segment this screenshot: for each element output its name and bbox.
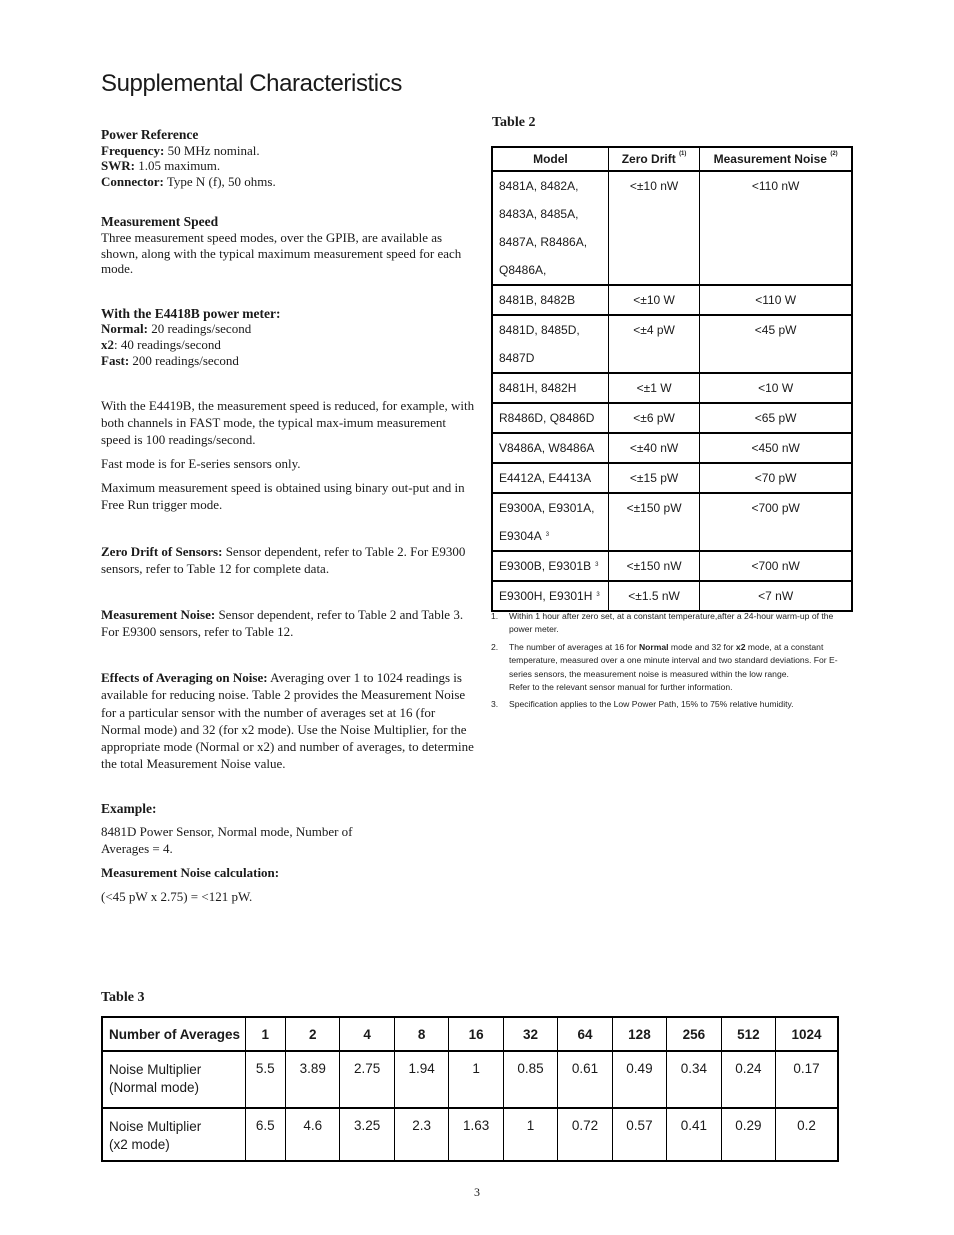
footnote-2 — [491, 641, 853, 695]
footnote-3 — [491, 698, 853, 711]
x2-speed-line — [101, 337, 476, 353]
model-cell — [492, 315, 608, 373]
model-cell — [492, 285, 608, 315]
multiplier-cell: 1.94 — [394, 1051, 448, 1108]
footnote-number: 2. — [491, 641, 499, 652]
frequency-value: 50 MHz nominal. — [164, 142, 260, 158]
row-label-line1: Noise Multiplier — [109, 1119, 202, 1134]
example-heading: Example: — [101, 801, 157, 817]
averaging-paragraph — [101, 669, 476, 772]
table3-header-count: 2 — [286, 1017, 340, 1051]
model-line: E9300B, E9301B — [499, 559, 592, 573]
x2-value: : 40 readings/second — [114, 336, 221, 352]
table2-header-zero-drift — [608, 147, 699, 171]
table3-header-count: 64 — [558, 1017, 612, 1051]
row-label-line2: (Normal mode) — [109, 1080, 200, 1095]
e4419b-paragraph: With the E4419B, the measurement speed is reduced, for example, with both channels in FAST mode, the typical max-imum measurement speed is 100 readings/second. — [101, 398, 475, 448]
footnote-2-normal: Normal — [638, 641, 669, 652]
calc-value: (<45 pW x 2.75) = <121 pW. — [101, 889, 253, 905]
multiplier-cell: 1 — [503, 1108, 557, 1161]
table3-header-averages: Number of Averages — [102, 1017, 245, 1051]
table3-header-count: 16 — [449, 1017, 503, 1051]
table2-label: Table 2 — [492, 115, 536, 130]
connector-value: Type N (f), 50 ohms. — [163, 173, 276, 189]
model-line: E4412A, E4413A — [499, 471, 592, 485]
multiplier-cell: 1 — [449, 1051, 503, 1108]
table2-row — [492, 285, 852, 315]
power-reference-heading: Power Reference — [101, 127, 199, 142]
normal-speed-line — [101, 321, 476, 337]
footnote-text: Within 1 hour after zero set, at a constant temperature,after a 24-hour warm-up of the power meter. — [509, 611, 834, 635]
zero-drift-cell: <±10 W — [608, 285, 699, 315]
footnote-2-x2: x2 — [735, 641, 746, 652]
frequency-line — [101, 143, 476, 159]
footnote-2-line2: Refer to the relevant sensor manual for further information. — [509, 682, 733, 693]
zero-drift-cell: <±15 pW — [608, 463, 699, 493]
footnote-text — [509, 641, 853, 695]
multiplier-cell: 1.63 — [449, 1108, 503, 1161]
multiplier-cell: 6.5 — [245, 1108, 286, 1161]
multiplier-cell: 0.24 — [721, 1051, 775, 1108]
multiplier-cell: 0.49 — [612, 1051, 666, 1108]
table3-row — [102, 1108, 838, 1161]
table2-header-row — [492, 147, 852, 171]
measurement-speed-section — [101, 214, 476, 276]
noise-cell: <65 pW — [700, 403, 852, 433]
left-column — [101, 127, 476, 905]
model-cell — [492, 403, 608, 433]
multiplier-cell: 0.72 — [558, 1108, 612, 1161]
model-line: V8486A, W8486A — [499, 441, 595, 455]
model-cell — [492, 373, 608, 403]
model-line: 8487A, R8486A, — [499, 235, 588, 249]
measurement-speed-heading: Measurement Speed — [101, 214, 219, 230]
multiplier-cell: 0.57 — [612, 1108, 666, 1161]
model-cell — [492, 463, 608, 493]
multiplier-cell: 4.6 — [286, 1108, 340, 1161]
measurement-noise-label: Measurement Noise: — [101, 607, 216, 623]
noise-cell: <700 pW — [700, 493, 852, 551]
table2-row — [492, 581, 852, 611]
model-line: 8481A, 8482A, — [499, 179, 579, 193]
footnote-number: 1. — [491, 611, 499, 621]
footnote-1 — [491, 610, 853, 637]
table2-row — [492, 463, 852, 493]
example-section — [101, 800, 476, 905]
table2 — [491, 146, 853, 612]
zero-drift-text: Sensor dependent, refer to Table 2. For E9300 sensors, refer to Table 12 for complete data. — [101, 544, 466, 577]
averaging-label: Effects of Averaging on Noise: — [101, 670, 268, 686]
averaging-section — [101, 669, 476, 772]
example-body: 8481D Power Sensor, Normal mode, Number of Averages = 4. — [101, 824, 353, 857]
table2-row — [492, 551, 852, 581]
table3-body — [102, 1051, 838, 1161]
footnote-text: Specification applies to the Low Power Path, 15% to 75% relative humidity. — [509, 699, 794, 710]
noise-cell: <45 pW — [700, 315, 852, 373]
multiplier-cell: 5.5 — [245, 1051, 286, 1108]
model-line: E9300A, E9301A, — [499, 501, 595, 515]
swr-value: 1.05 maximum. — [134, 158, 221, 174]
multiplier-cell: 0.61 — [558, 1051, 612, 1108]
multiplier-cell: 0.41 — [667, 1108, 721, 1161]
row-label-cell — [102, 1108, 245, 1161]
model-line-wrap — [499, 552, 602, 580]
averaging-text: Averaging over 1 to 1024 readings is available for reducing noise. Table 2 provides the Measurement Noise for a particular sensor with the number of averages set at 16 (for Normal mode) and 32 (for x2 mode). Use the Noise Multiplier, for the appropriate mode (Normal or x2) and number of averages, to determine the total Measurement Noise value. — [101, 670, 474, 772]
table2-row — [492, 403, 852, 433]
table3-header-count: 1024 — [776, 1017, 838, 1051]
multiplier-cell: 0.17 — [776, 1051, 838, 1108]
frequency-label: Frequency: — [101, 142, 165, 158]
page-number: 3 — [474, 1185, 480, 1199]
zero-drift-cell: <±4 pW — [608, 315, 699, 373]
model-line: 8483A, 8485A, — [499, 207, 579, 221]
footnote-number: 3. — [491, 699, 499, 710]
noise-cell: <70 pW — [700, 463, 852, 493]
zero-drift-cell: <±150 nW — [608, 551, 699, 581]
model-cell — [492, 171, 608, 285]
connector-line — [101, 174, 476, 190]
model-cell — [492, 433, 608, 463]
noise-footnote-ref: (2) — [830, 151, 838, 157]
page-title: Supplemental Characteristics — [101, 70, 402, 97]
model-line: 8487D — [499, 351, 535, 365]
connector-label: Connector: — [101, 173, 164, 189]
fast-mode-note: Fast mode is for E-series sensors only. — [101, 456, 301, 472]
model-line-wrap — [499, 582, 602, 610]
multiplier-cell: 2.75 — [340, 1051, 394, 1108]
table2-header-model: Model — [492, 147, 608, 171]
row-label-line1: Noise Multiplier — [109, 1062, 202, 1077]
table2-row — [492, 373, 852, 403]
model-cell — [492, 551, 608, 581]
table3-row — [102, 1051, 838, 1108]
noise-cell: <7 nW — [700, 581, 852, 611]
model-footnote-ref: 3 — [596, 592, 600, 598]
zero-drift-header-text: Zero Drift — [621, 152, 676, 166]
table3-header-count: 256 — [667, 1017, 721, 1051]
model-line: 8481H, 8482H — [499, 381, 577, 395]
measurement-noise-text: Sensor dependent, refer to Table 2 and Table 3. For E9300 sensors, refer to Table 12. — [101, 607, 464, 640]
zero-drift-section — [101, 543, 476, 577]
noise-cell: <700 nW — [700, 551, 852, 581]
model-footnote-ref: 3 — [595, 562, 599, 568]
table3-header-count: 1 — [245, 1017, 286, 1051]
table2-row — [492, 433, 852, 463]
table2-row — [492, 171, 852, 285]
fast-speed-line — [101, 353, 476, 369]
zero-drift-cell: <±150 pW — [608, 493, 699, 551]
row-label-line2: (x2 mode) — [109, 1137, 170, 1152]
table3-header-count: 8 — [394, 1017, 448, 1051]
multiplier-cell: 0.85 — [503, 1051, 557, 1108]
table2-row — [492, 315, 852, 373]
model-line: E9300H, E9301H — [499, 589, 593, 603]
table3-header-count: 512 — [721, 1017, 775, 1051]
noise-cell: <110 W — [700, 285, 852, 315]
x2-label: x2 — [101, 336, 114, 352]
zero-drift-footnote-ref: (1) — [679, 151, 687, 157]
measurement-speed-body: Three measurement speed modes, over the GPIB, are available as shown, along with the typical maximum measurement speed for each mode. — [101, 229, 462, 277]
zero-drift-cell: <±6 pW — [608, 403, 699, 433]
footnote-2-pre: The number of averages at 16 for — [509, 641, 639, 652]
power-reference-section — [101, 127, 476, 189]
model-line-wrap — [499, 522, 602, 550]
table2-header-noise — [700, 147, 852, 171]
model-cell — [492, 493, 608, 551]
e4419b-section — [101, 397, 476, 513]
zero-drift-label: Zero Drift of Sensors: — [101, 544, 223, 560]
noise-header-text: Measurement Noise — [713, 152, 827, 166]
calc-label: Measurement Noise calculation: — [101, 865, 280, 881]
table3 — [101, 1016, 839, 1162]
fast-label: Fast: — [101, 352, 130, 368]
row-label-cell — [102, 1051, 245, 1108]
e4418b-section — [101, 306, 476, 368]
e4418b-heading: With the E4418B power meter: — [101, 305, 281, 321]
footnote-2-mid: mode and 32 for — [668, 641, 736, 652]
model-line: E9304A — [499, 529, 542, 543]
multiplier-cell: 2.3 — [394, 1108, 448, 1161]
model-line: R8486D, Q8486D — [499, 411, 595, 425]
zero-drift-cell: <±40 nW — [608, 433, 699, 463]
model-line: 8481D, 8485D, — [499, 323, 580, 337]
model-line: 8481B, 8482B — [499, 293, 576, 307]
table2-row — [492, 493, 852, 551]
swr-line — [101, 158, 476, 174]
table3-header-count: 32 — [503, 1017, 557, 1051]
zero-drift-cell: <±10 nW — [608, 171, 699, 285]
noise-cell: <110 nW — [700, 171, 852, 285]
model-cell — [492, 581, 608, 611]
multiplier-cell: 3.89 — [286, 1051, 340, 1108]
table2-footnotes — [491, 610, 853, 716]
normal-label: Normal: — [101, 321, 148, 337]
multiplier-cell: 3.25 — [340, 1108, 394, 1161]
model-line: Q8486A, — [499, 263, 547, 277]
model-footnote-ref: 3 — [545, 532, 550, 538]
table3-header-row — [102, 1017, 838, 1051]
normal-value: 20 readings/second — [147, 321, 252, 337]
table2-body — [492, 171, 852, 611]
table3-header-count: 4 — [340, 1017, 394, 1051]
measurement-noise-section — [101, 606, 476, 640]
multiplier-cell: 0.29 — [721, 1108, 775, 1161]
swr-label: SWR: — [101, 158, 135, 174]
table3-label: Table 3 — [101, 990, 145, 1005]
zero-drift-cell: <±1.5 nW — [608, 581, 699, 611]
noise-cell: <450 nW — [700, 433, 852, 463]
multiplier-cell: 0.2 — [776, 1108, 838, 1161]
measurement-noise-paragraph — [101, 606, 476, 640]
max-speed-note: Maximum measurement speed is obtained using binary out-put and in Free Run trigger mode. — [101, 480, 465, 513]
noise-cell: <10 W — [700, 373, 852, 403]
fast-value: 200 readings/second — [129, 352, 239, 368]
zero-drift-paragraph — [101, 543, 476, 577]
footnote-2-post: mode, at a constant temperature, measured over a one minute interval and two standard deviations. For E-series sensors, the measurement noise is measured within the low range. — [509, 641, 838, 679]
multiplier-cell: 0.34 — [667, 1051, 721, 1108]
zero-drift-cell: <±1 W — [608, 373, 699, 403]
table3-header-count: 128 — [612, 1017, 666, 1051]
